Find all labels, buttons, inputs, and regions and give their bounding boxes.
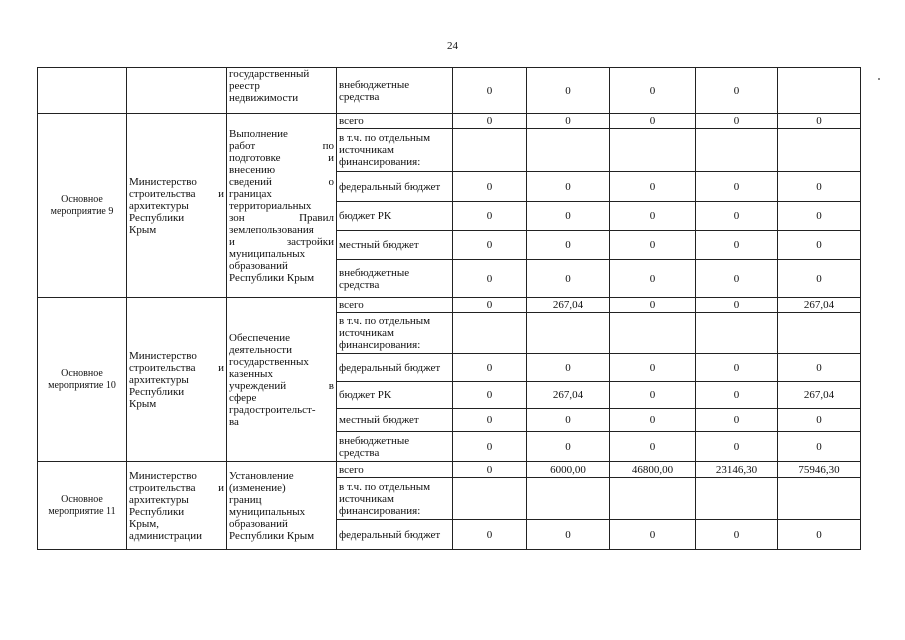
value-cell: 0: [610, 298, 696, 313]
value-cell: 267,04: [778, 298, 861, 313]
value-cell: 0: [696, 260, 778, 298]
value-cell: [778, 478, 861, 520]
value-cell: 0: [527, 432, 610, 462]
value-cell: [527, 313, 610, 354]
funding-source: бюджет РК: [337, 202, 453, 231]
value-cell: 0: [610, 382, 696, 409]
funding-source: местный бюджет: [337, 231, 453, 260]
value-cell: 267,04: [527, 382, 610, 409]
funding-source: местный бюджет: [337, 409, 453, 432]
funding-source: федеральный бюджет: [337, 172, 453, 202]
value-cell: 0: [778, 354, 861, 382]
value-cell: 0: [527, 354, 610, 382]
value-cell: 0: [610, 354, 696, 382]
funding-source: внебюджетные средства: [337, 260, 453, 298]
funding-source: в т.ч. по отдельным источникам финансирования:: [337, 313, 453, 354]
value-cell: 0: [696, 354, 778, 382]
table-row: [38, 298, 861, 313]
value-cell: 0: [610, 260, 696, 298]
value-cell: 0: [527, 202, 610, 231]
funding-source: всего: [337, 298, 453, 313]
description-cell: Обеспечение деятельности государственных казенных учреждений в сфере градостроительст- ва: [227, 298, 337, 462]
value-cell: [610, 313, 696, 354]
funding-source: бюджет РК: [337, 382, 453, 409]
value-cell: [696, 313, 778, 354]
value-cell: 0: [778, 409, 861, 432]
value-cell: 0: [610, 172, 696, 202]
executor-cell: Министерство строительства и архитектуры Республики Крым: [127, 298, 227, 462]
value-cell: 0: [610, 520, 696, 550]
value-cell: 0: [453, 462, 527, 478]
value-cell: 0: [610, 231, 696, 260]
value-cell: 0: [527, 231, 610, 260]
value-cell: 46800,00: [610, 462, 696, 478]
value-cell: 0: [453, 68, 527, 114]
value-cell: 0: [527, 172, 610, 202]
value-cell: 0: [778, 202, 861, 231]
value-cell: 0: [453, 520, 527, 550]
activity-cell: Основное мероприятие 10: [38, 298, 127, 462]
executor-cell: Министерство строительства и архитектуры Республики Крым: [127, 114, 227, 298]
value-cell: 267,04: [778, 382, 861, 409]
executor-cell: [127, 68, 227, 114]
value-cell: 0: [696, 202, 778, 231]
value-cell: 0: [778, 172, 861, 202]
funding-source: внебюджетные средства: [337, 68, 453, 114]
value-cell: [778, 129, 861, 172]
value-cell: [527, 478, 610, 520]
value-cell: [610, 129, 696, 172]
value-cell: 0: [778, 260, 861, 298]
value-cell: [453, 478, 527, 520]
value-cell: 0: [453, 260, 527, 298]
value-cell: 0: [778, 520, 861, 550]
value-cell: 0: [527, 260, 610, 298]
value-cell: [696, 129, 778, 172]
value-cell: 23146,30: [696, 462, 778, 478]
value-cell: 75946,30: [778, 462, 861, 478]
executor-cell: Министерство строительства и архитектуры Республики Крым, администрации: [127, 462, 227, 550]
description-cell: Установление (изменение) границ муниципальных образований Республики Крым: [227, 462, 337, 550]
table-row: [38, 462, 861, 478]
value-cell: 0: [696, 68, 778, 114]
value-cell: [778, 313, 861, 354]
table-row: [38, 114, 861, 129]
value-cell: [610, 478, 696, 520]
value-cell: 0: [778, 231, 861, 260]
value-cell: [453, 129, 527, 172]
description-cell: Выполнение работ по подготовке и внесению сведений о границах территориальных зон Правил землепользования и застройки муниципальных образований Республики Крым: [227, 114, 337, 298]
funding-source: всего: [337, 462, 453, 478]
activity-cell: [38, 68, 127, 114]
value-cell: 0: [610, 432, 696, 462]
value-cell: 0: [527, 409, 610, 432]
value-cell: 0: [527, 114, 610, 129]
value-cell: [453, 313, 527, 354]
funding-table: [37, 67, 861, 550]
funding-source: в т.ч. по отдельным источникам финансирования:: [337, 478, 453, 520]
value-cell: 6000,00: [527, 462, 610, 478]
value-cell: [778, 68, 861, 114]
value-cell: 0: [778, 432, 861, 462]
value-cell: 0: [696, 298, 778, 313]
margin-mark: [878, 78, 880, 80]
value-cell: 0: [696, 409, 778, 432]
funding-source: в т.ч. по отдельным источникам финансирования:: [337, 129, 453, 172]
value-cell: 0: [610, 68, 696, 114]
value-cell: 0: [696, 520, 778, 550]
value-cell: 0: [453, 231, 527, 260]
value-cell: 0: [453, 298, 527, 313]
value-cell: 0: [527, 68, 610, 114]
value-cell: 0: [610, 114, 696, 129]
value-cell: 0: [527, 520, 610, 550]
value-cell: 0: [453, 382, 527, 409]
value-cell: 0: [453, 432, 527, 462]
funding-source: федеральный бюджет: [337, 520, 453, 550]
value-cell: 0: [453, 354, 527, 382]
funding-source: всего: [337, 114, 453, 129]
value-cell: 0: [453, 409, 527, 432]
value-cell: 0: [610, 202, 696, 231]
value-cell: 0: [453, 172, 527, 202]
funding-source: внебюджетные средства: [337, 432, 453, 462]
activity-cell: Основное мероприятие 11: [38, 462, 127, 550]
table-row: [38, 68, 861, 114]
activity-cell: Основное мероприятие 9: [38, 114, 127, 298]
value-cell: 0: [610, 409, 696, 432]
page-number: 24: [447, 40, 458, 52]
value-cell: 0: [453, 114, 527, 129]
value-cell: 0: [453, 202, 527, 231]
value-cell: 0: [696, 382, 778, 409]
value-cell: 0: [696, 432, 778, 462]
value-cell: 267,04: [527, 298, 610, 313]
value-cell: [527, 129, 610, 172]
value-cell: 0: [778, 114, 861, 129]
value-cell: 0: [696, 114, 778, 129]
funding-source: федеральный бюджет: [337, 354, 453, 382]
description-cell: государственный реестр недвижимости: [227, 68, 337, 114]
value-cell: [696, 478, 778, 520]
value-cell: 0: [696, 231, 778, 260]
value-cell: 0: [696, 172, 778, 202]
